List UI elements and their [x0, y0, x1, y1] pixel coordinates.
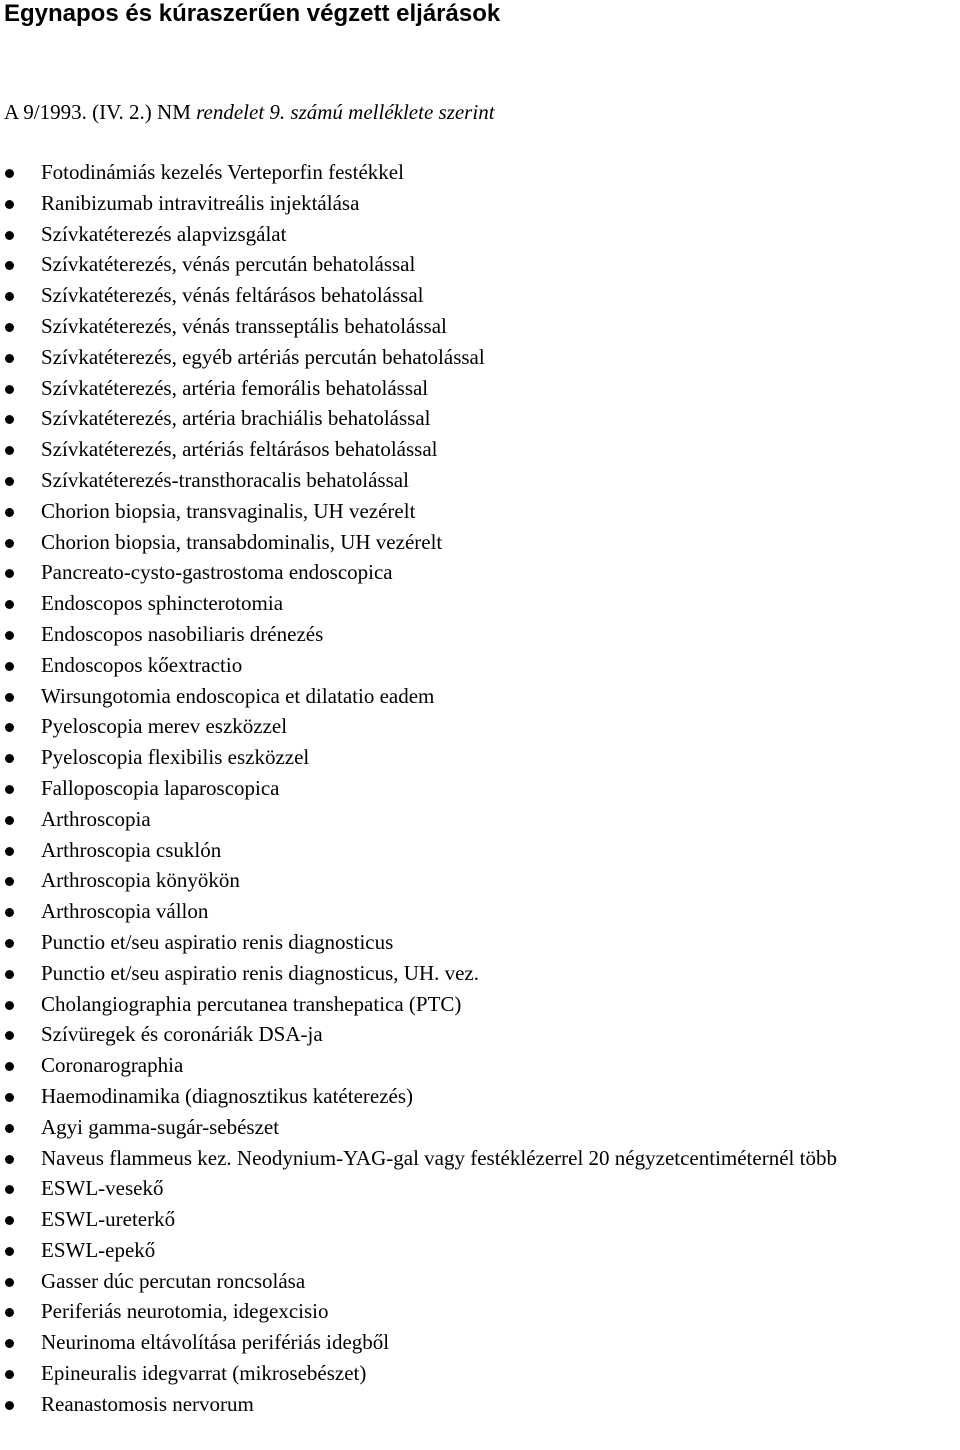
procedure-name: Neurinoma eltávolítása perifériás idegből: [41, 1330, 390, 1355]
bullet-icon: [5, 1093, 14, 1102]
bullet-icon: [5, 169, 14, 178]
procedure-list-item: [0, 1389, 960, 1420]
procedure-name: Arthroscopia csuklón: [41, 837, 222, 862]
bullet-icon: [5, 354, 14, 363]
bullet-icon: [5, 539, 14, 548]
procedure-name: Arthroscopia vállon: [41, 899, 209, 924]
procedure-name: Naveus flammeus kez. Neodynium-YAG-gal vagy festéklézerrel 20 négyzetcentiméternél több: [41, 1145, 837, 1170]
procedure-list-item: [0, 1173, 960, 1204]
bullet-icon: [5, 508, 14, 517]
bullet-icon: [5, 662, 14, 671]
procedure-list-item: [0, 619, 960, 650]
procedure-name: Pyeloscopia flexibilis eszközzel: [41, 745, 310, 770]
procedure-list-item: [0, 681, 960, 712]
bullet-icon: [5, 723, 14, 732]
procedure-list-item: [0, 403, 960, 434]
bullet-icon: [5, 385, 14, 394]
procedure-name: Agyi gamma-sugár-sebészet: [41, 1114, 280, 1139]
procedure-name: Szívkatéterezés, artériás feltárásos behatolással: [41, 437, 438, 462]
procedure-name: Endoscopos kőextractio: [41, 652, 243, 677]
procedure-name: Fotodinámiás kezelés Verteporfin festékkel: [41, 160, 404, 184]
procedure-list-item: [0, 896, 960, 927]
procedure-name: Endoscopos nasobiliaris drénezés: [41, 621, 324, 646]
procedure-name: Szívkatéterezés, vénás feltárásos behatolással: [41, 283, 424, 308]
procedure-list-item: [0, 1143, 960, 1174]
bullet-icon: [5, 292, 14, 301]
bullet-icon: [5, 847, 14, 856]
procedure-name: Coronarographia: [41, 1053, 184, 1078]
procedure-list-item: [0, 989, 960, 1020]
procedure-list-item: [0, 1358, 960, 1389]
procedure-list-item: [0, 773, 960, 804]
procedure-name: ESWL-ureterkő: [41, 1207, 176, 1232]
procedure-name: Ranibizumab intravitreális injektálása: [41, 190, 360, 215]
procedure-name: Arthroscopia: [41, 806, 151, 831]
procedure-name: Gasser dúc percutan roncsolása: [41, 1268, 306, 1293]
bullet-icon: [5, 1185, 14, 1194]
bullet-icon: [5, 1278, 14, 1287]
procedure-name: Pancreato-cysto-gastrostoma endoscopica: [41, 560, 393, 585]
bullet-icon: [5, 785, 14, 794]
procedure-name: Wirsungotomia endoscopica et dilatatio eadem: [41, 683, 435, 708]
bullet-icon: [5, 1062, 14, 1071]
procedure-name: Szívkatéterezés, vénás percután behatolással: [41, 252, 416, 277]
procedure-name: Szívkatéterezés, vénás transseptális behatolással: [41, 313, 447, 338]
procedure-list-item: [0, 1050, 960, 1081]
bullet-icon: [5, 1001, 14, 1010]
bullet-icon: [5, 1124, 14, 1133]
procedure-list-item: [0, 1327, 960, 1358]
bullet-icon: [5, 200, 14, 209]
bullet-icon: [5, 877, 14, 886]
procedure-name: Szívkatéterezés, egyéb artériás percután behatolással: [41, 344, 485, 369]
procedure-list-item: [0, 465, 960, 496]
procedure-list: [0, 157, 960, 1420]
procedure-list-item: [0, 280, 960, 311]
procedure-name: Epineuralis idegvarrat (mikrosebészet): [41, 1361, 367, 1386]
procedure-list-item: [0, 1112, 960, 1143]
procedure-list-item: [0, 1019, 960, 1050]
bullet-icon: [5, 569, 14, 578]
bullet-icon: [5, 600, 14, 609]
bullet-icon: [5, 908, 14, 917]
procedure-list-item: [0, 157, 960, 188]
procedure-list-item: [0, 804, 960, 835]
procedure-name: Punctio et/seu aspiratio renis diagnosticus, UH. vez.: [41, 960, 479, 985]
bullet-icon: [5, 1031, 14, 1040]
procedure-name: ESWL-vesekő: [41, 1176, 164, 1201]
regulation-reference-prefix: A 9/1993. (IV. 2.) NM: [4, 100, 197, 124]
bullet-icon: [5, 939, 14, 948]
procedure-name: ESWL-epekő: [41, 1237, 156, 1262]
procedure-name: Reanastomosis nervorum: [41, 1391, 254, 1416]
procedure-list-item: [0, 311, 960, 342]
procedure-list-item: [0, 1266, 960, 1297]
procedure-list-item: [0, 1296, 960, 1327]
procedure-list-item: [0, 434, 960, 465]
procedure-list-item: [0, 650, 960, 681]
procedure-name: Arthroscopia könyökön: [41, 868, 240, 893]
procedure-name: Endoscopos sphincterotomia: [41, 591, 284, 616]
procedure-name: Szívkatéterezés, artéria brachiális behatolással: [41, 406, 431, 431]
bullet-icon: [5, 231, 14, 240]
procedure-list-item: [0, 742, 960, 773]
procedure-name: Szívüregek és coronáriák DSA-ja: [41, 1022, 323, 1047]
bullet-icon: [5, 1155, 14, 1164]
procedure-list-item: [0, 219, 960, 250]
bullet-icon: [5, 1216, 14, 1225]
bullet-icon: [5, 477, 14, 486]
procedure-name: Punctio et/seu aspiratio renis diagnosticus: [41, 929, 394, 954]
bullet-icon: [5, 816, 14, 825]
procedure-name: Chorion biopsia, transabdominalis, UH vezérelt: [41, 529, 443, 554]
procedure-name: Chorion biopsia, transvaginalis, UH vezérelt: [41, 498, 416, 523]
procedure-name: Szívkatéterezés, artéria femorális behatolással: [41, 375, 429, 400]
bullet-icon: [5, 1308, 14, 1317]
page-title: Egynapos és kúraszerűen végzett eljárások: [4, 0, 501, 27]
procedure-name: Pyeloscopia merev eszközzel: [41, 714, 288, 739]
procedure-list-item: [0, 927, 960, 958]
procedure-list-item: [0, 373, 960, 404]
bullet-icon: [5, 323, 14, 332]
procedure-name: Periferiás neurotomia, idegexcisio: [41, 1299, 329, 1324]
procedure-name: Cholangiographia percutanea transhepatica (PTC): [41, 991, 462, 1016]
bullet-icon: [5, 446, 14, 455]
procedure-list-item: [0, 1235, 960, 1266]
procedure-list-item: [0, 835, 960, 866]
procedure-list-item: [0, 188, 960, 219]
procedure-list-item: [0, 527, 960, 558]
bullet-icon: [5, 693, 14, 702]
bullet-icon: [5, 970, 14, 979]
bullet-icon: [5, 1370, 14, 1379]
regulation-reference-italic: rendelet 9. számú melléklete szerint: [196, 100, 495, 124]
procedure-list-item: [0, 496, 960, 527]
procedure-name: Falloposcopia laparoscopica: [41, 775, 280, 800]
bullet-icon: [5, 415, 14, 424]
bullet-icon: [5, 1247, 14, 1256]
procedure-list-item: [0, 588, 960, 619]
procedure-name: Szívkatéterezés alapvizsgálat: [41, 221, 287, 246]
bullet-icon: [5, 1339, 14, 1348]
bullet-icon: [5, 631, 14, 640]
procedure-name: Szívkatéterezés-transthoracalis behatolással: [41, 467, 409, 492]
procedure-list-item: [0, 1081, 960, 1112]
procedure-name: Haemodinamika (diagnosztikus katéterezés): [41, 1083, 414, 1108]
regulation-reference: [4, 99, 495, 125]
bullet-icon: [5, 754, 14, 763]
procedure-list-item: [0, 1204, 960, 1235]
procedure-list-item: [0, 711, 960, 742]
procedure-list-item: [0, 342, 960, 373]
procedure-list-item: [0, 865, 960, 896]
procedure-list-item: [0, 249, 960, 280]
bullet-icon: [5, 1401, 14, 1410]
bullet-icon: [5, 261, 14, 270]
procedure-list-item: [0, 958, 960, 989]
procedure-list-item: [0, 557, 960, 588]
